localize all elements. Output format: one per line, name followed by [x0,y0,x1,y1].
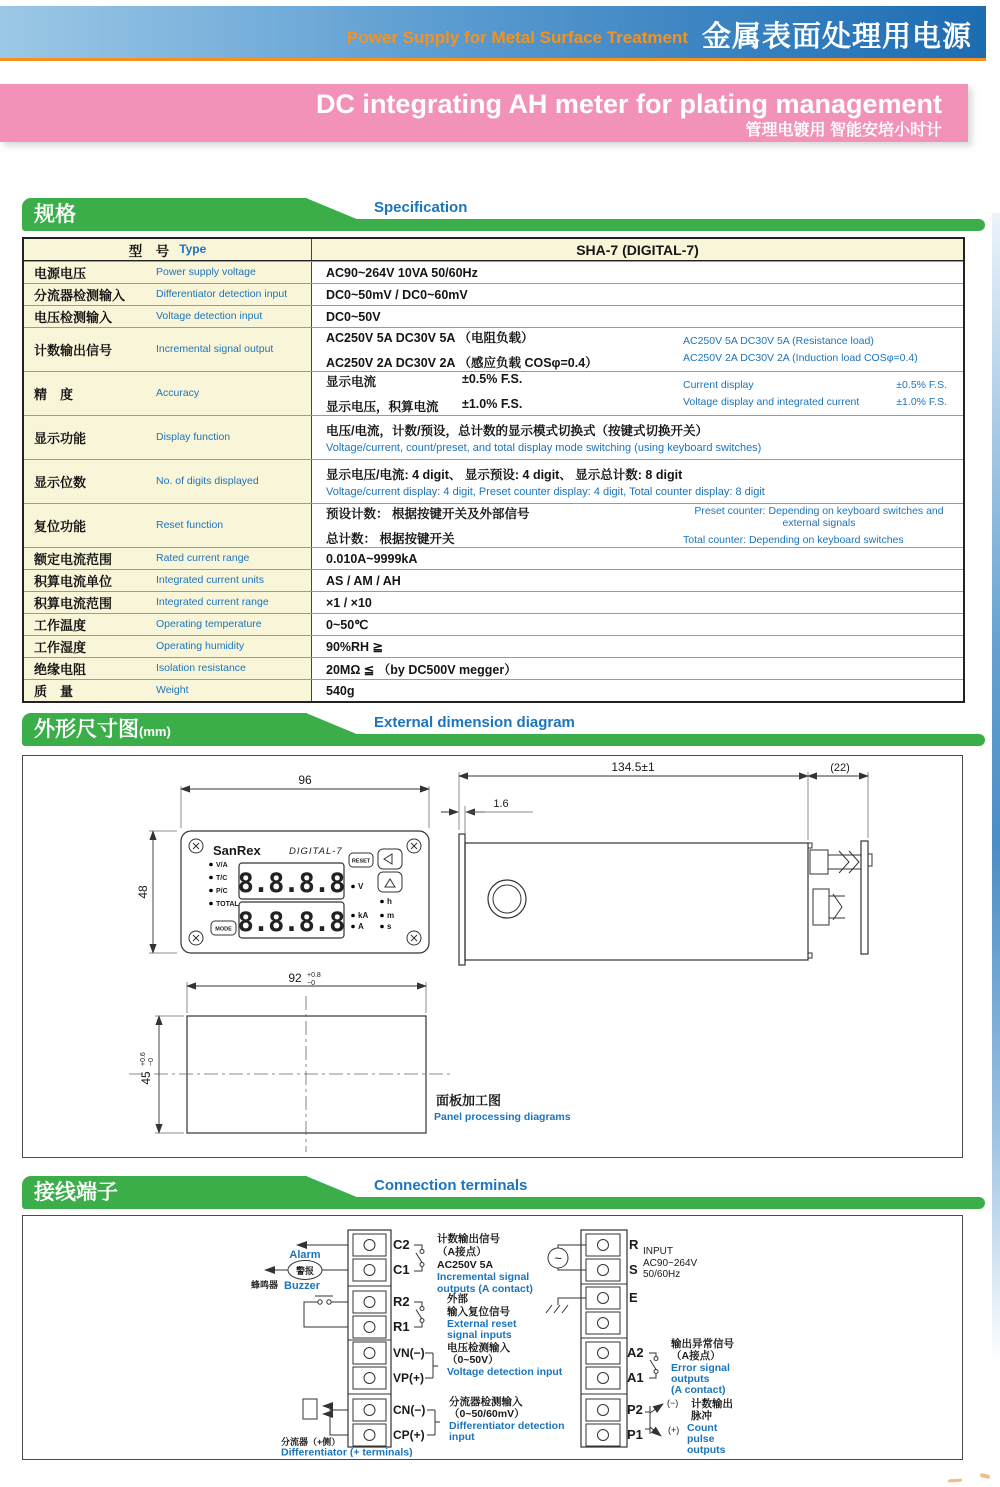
ac-source [548,1245,586,1270]
section-title-zh: 规格 [22,198,307,231]
svg-text:50/60Hz: 50/60Hz [643,1269,681,1280]
page-header-banner [0,6,986,61]
svg-text:（A接点）: （A接点） [671,1350,721,1362]
transistor-symbol [645,1404,663,1436]
svg-text:outputs (A contact): outputs (A contact) [437,1283,533,1295]
footer-mark [948,1479,962,1483]
svg-text:分流器检测输入: 分流器检测输入 [449,1396,523,1408]
header-subtitle-en: Power Supply for Metal Surface Treatment [346,28,688,47]
dim-height: 48 [136,885,150,899]
up-arrow-icon [385,879,395,887]
svg-text:Count: Count [687,1422,718,1434]
table-row: 计数输出信号 Incremental signal output AC250V 5A DC30V 5A （电阻负载） AC250V 2A DC30V 2A （感应负载 COSφ=0.4） AC250V 5A DC30V 5A (Resistance load) AC250V 2A DC30V 2A (Induction load COSφ=0.4) [24,327,963,371]
led-labels [209,862,239,908]
svg-text:h: h [387,897,392,906]
table-row: 电压检测输入 Voltage detection input DC0~50V [24,305,963,327]
svg-text:（0~50/60mV）: （0~50/60mV） [449,1408,525,1420]
table-row: 分流器检测输入 Differentiator detection input DC0~50mV / DC0~60mV [24,283,963,305]
section-header-terminals [22,1176,985,1209]
section-title-zh: 接线端子 [22,1176,307,1209]
footer-mark [980,1473,991,1479]
cutout-label-en: Panel processing diagrams [434,1111,571,1123]
section-title-en: Connection terminals [374,1177,528,1194]
bracket [427,1410,440,1435]
svg-text:R: R [629,1237,639,1252]
table-row: 工作温度 Operating temperature 0~50℃ [24,613,963,635]
svg-text:P/C: P/C [216,888,228,895]
svg-text:CN(−): CN(−) [393,1403,426,1417]
svg-text:计数输出信号: 计数输出信号 [437,1233,500,1245]
spec-table [22,237,965,703]
terminal-drawing [23,1216,960,1457]
panel-cutout [129,971,571,1152]
section-title-zh: 外形尺寸图(mm) [22,713,307,746]
table-row: 工作湿度 Operating humidity 90%RH ≧ [24,635,963,657]
section-header-specification [22,198,985,231]
svg-text:S: S [629,1262,638,1277]
svg-text:E: E [629,1290,638,1305]
table-row: 绝缘电阻 Isolation resistance 20MΩ ≦ （by DC500V megger） [24,657,963,679]
svg-text:P2: P2 [627,1402,643,1417]
svg-text:VP(+): VP(+) [393,1371,425,1385]
svg-text:Differentiator detection: Differentiator detection [449,1420,565,1432]
dimension-diagram [22,755,963,1158]
left-terminal-block [348,1230,425,1447]
svg-text:（A接点）: （A接点） [437,1246,487,1258]
svg-text:s: s [387,922,392,931]
svg-text:−0: −0 [148,1058,155,1066]
svg-text:Error signal: Error signal [671,1362,730,1374]
svg-text:input: input [449,1431,475,1443]
svg-text:电压检测输入: 电压检测输入 [447,1342,510,1354]
svg-text:输入复位信号: 输入复位信号 [447,1306,510,1318]
svg-text:T/C: T/C [216,875,228,882]
svg-text:P1: P1 [627,1427,643,1442]
svg-text:R1: R1 [393,1319,410,1334]
svg-text:MODE: MODE [215,926,232,933]
svg-text:VN(−): VN(−) [393,1346,425,1360]
brand-logo: SanRex [213,843,261,858]
right-terminal-block [581,1230,644,1447]
alarm-buzzer-circuit [251,1245,348,1327]
section-slant [306,713,356,746]
svg-text:−0: −0 [307,980,315,987]
svg-text:kA: kA [358,911,369,920]
svg-text:R2: R2 [393,1294,410,1309]
svg-text:Incremental signal: Incremental signal [437,1271,530,1283]
display-digits-bottom: 8.8.8.8 [237,907,345,938]
table-row: 积算电流单位 Integrated current units AS / AM / AH [24,569,963,591]
product-title-zh: 管理电镀用 智能安培小时计 [745,122,942,139]
svg-text:A2: A2 [627,1345,644,1360]
svg-text:输出异常信号: 输出异常信号 [671,1338,734,1350]
svg-text:+0.6: +0.6 [140,1052,147,1066]
svg-text:outputs: outputs [671,1373,710,1385]
shunt-label-en: Differentiator (+ terminals) [281,1446,413,1457]
svg-text:AC250V 5A: AC250V 5A [437,1259,494,1271]
section-strip [322,1197,985,1209]
svg-text:(A contact): (A contact) [671,1384,726,1396]
svg-text:V/A: V/A [216,862,228,869]
side-view [441,760,872,965]
right-annotations [643,1246,734,1456]
dim-panel-thickness: 1.6 [493,798,509,810]
svg-text:m: m [387,911,395,920]
left-arrow-icon [384,854,392,864]
terminal-diagram [22,1215,963,1460]
terminal-cells [586,1234,620,1446]
cutout-height: 45 [139,1071,153,1085]
cutout-label-zh: 面板加工图 [436,1093,502,1108]
left-terminal-labels [393,1237,425,1442]
table-row: 电源电压 Power supply voltage AC90~264V 10VA 50/60Hz [24,261,963,283]
contact-symbol [414,1245,424,1271]
table-row: 额定电流范围 Rated current range 0.010A~9999kA [24,547,963,569]
svg-text:（0~50V）: （0~50V） [447,1354,499,1366]
page-edge-stripe [992,213,1000,1363]
bracket [425,1353,438,1378]
svg-text:C1: C1 [393,1262,410,1277]
svg-text:pulse: pulse [687,1433,715,1445]
left-annotations [414,1232,565,1443]
left-arrow-button [378,849,402,869]
svg-text:+0.8: +0.8 [307,972,321,979]
buzzer-label-zh: 蜂鸣器 [251,1280,279,1290]
svg-text:TOTAL: TOTAL [216,901,239,908]
table-row: 质 量 Weight 540g [24,679,963,701]
section-slant [306,198,356,231]
table-row: 精 度 Accuracy 显示电流 ±0.5% F.S. 显示电压，积算电流 ±1.0% F.S. Current display ±0.5% F.S. Voltage display and integrated current ±1.0% F.S. [24,371,963,415]
shunt-label-zh: 分流器（+侧） [281,1437,341,1447]
svg-text:External reset: External reset [447,1318,517,1330]
up-arrow-button [378,872,402,892]
dim-depth: (22) [830,762,850,774]
ground-icon [546,1298,586,1313]
svg-text:(−): (−) [667,1398,679,1408]
spec-table-header-row [24,239,963,261]
header-title-zh: 金属表面处理用电源 [701,21,972,54]
section-strip [322,734,985,746]
svg-text:(+): (+) [668,1425,680,1435]
unit-indicators [351,882,394,931]
section-strip [322,219,985,231]
front-view [136,773,429,953]
model-logo: DIGITAL-7 [289,846,343,857]
svg-text:RESET: RESET [351,858,371,865]
table-row: 复位功能 Reset function 预设计数： 根据按键开关及外部信号 总计数： 根据按键开关 Preset counter: Depending on keyboard switches and external signals Total counter: Depending on keyboard switches [24,503,963,547]
product-title-en: DC integrating AH meter for plating management [315,89,942,119]
alarm-bubble-label: 警报 [295,1266,315,1276]
svg-text:signal inputs: signal inputs [447,1329,512,1341]
svg-text:外部: 外部 [447,1293,468,1305]
contact-symbol [414,1302,424,1327]
svg-text:CP(+): CP(+) [393,1428,425,1442]
svg-text:计数输出: 计数输出 [691,1398,733,1410]
table-row: 显示位数 No. of digits displayed 显示电压/电流: 4 digit、 显示预设: 4 digit、 显示总计数: 8 digit Voltage/current display: 4 digit, Preset counter display: 4 digit, Total counter display: 8 digit [24,459,963,503]
svg-text:V: V [358,882,364,891]
svg-text:A1: A1 [627,1370,644,1385]
svg-text:~: ~ [554,1250,562,1266]
buzzer-label-en: Buzzer [284,1280,321,1292]
spec-header-model: SHA-7 (DIGITAL-7) [576,241,699,258]
right-terminal-labels [627,1237,644,1442]
section-title-en: Specification [374,199,468,216]
svg-text:脉冲: 脉冲 [691,1410,712,1422]
dim-width: 96 [298,773,312,787]
dim-length: 134.5±1 [611,760,655,774]
svg-text:outputs: outputs [687,1444,726,1456]
svg-text:C2: C2 [393,1237,410,1252]
table-row: 积算电流范围 Integrated current range ×1 / ×10 [24,591,963,613]
section-header-dimension [22,713,985,746]
spec-header-type: 型 号 Type [24,239,312,260]
section-slant [306,1176,356,1209]
product-title-banner [0,84,968,142]
contact-symbol [649,1353,658,1378]
section-title-en: External dimension diagram [374,714,575,731]
dimension-drawing [23,756,960,1155]
svg-text:INPUT: INPUT [643,1246,673,1257]
svg-text:Voltage detection input: Voltage detection input [447,1366,563,1378]
table-row: 显示功能 Display function 电压/电流，计数/预设，总计数的显示模式切换式（按键式切换开关） Voltage/current, count/preset, and total display mode switching (using keyboard switches) [24,415,963,459]
alarm-label: Alarm [289,1249,321,1261]
svg-text:A: A [358,922,364,931]
svg-text:AC90~264V: AC90~264V [643,1258,698,1269]
cutout-width: 92 [288,971,302,985]
display-digits-top: 8.8.8.8 [237,868,345,899]
